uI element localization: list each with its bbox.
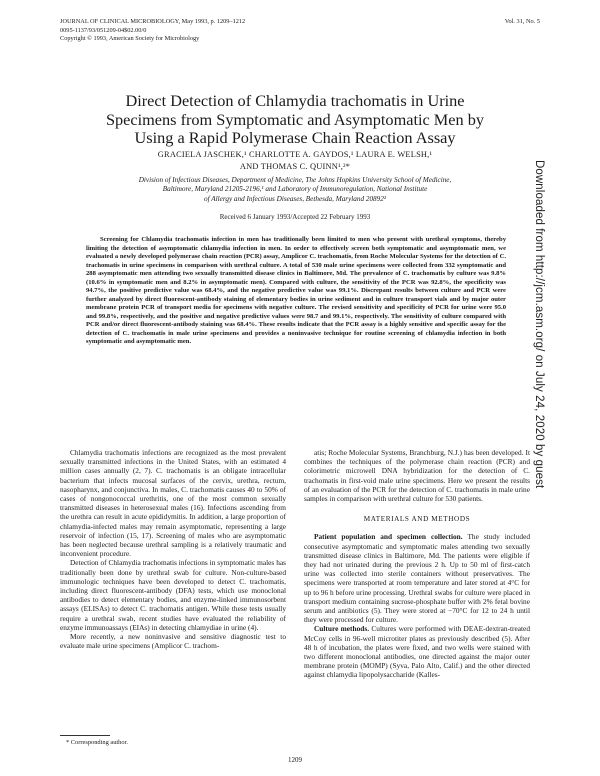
journal-volume: Vol. 31, No. 5 <box>504 18 540 25</box>
received-date: Received 6 January 1993/Accepted 22 February 1993 <box>219 213 371 221</box>
intro-paragraph-4: atis; Roche Molecular Systems, Branchburg, N.J.) has been developed. It combines the techniques of the polymerase chain reaction (PCR) and colorimetric microwell DNA hybridization for the detection of C. trachomatis in first-void male urine specimens. Here we present the results of an evaluation of the PCR for the detection of C. trachomatis in male urine samples in comparison with urethral culture for 530 patients. <box>304 448 530 504</box>
journal-copyright: Copyright © 1993, American Society for Microbiology <box>60 35 200 43</box>
journal-header <box>60 18 245 44</box>
intro-paragraph-1: Chlamydia trachomatis infections are recognized as the most prevalent sexually transmitted infections in the United States, with an estimated 4 million cases annually (2, 7). C. trachomatis is an obligate intracellular bacterium that infects mucosal surfaces of the cervix, urethra, rectum, nasopharynx, and conjunctiva. In males, C. trachomatis causes 40 to 50% of cases of nongonococcal urethritis, one of the most common sexually transmitted diseases in heterosexual males (16). Infections ascending from the urethra can result in acute epididymitis. In addition, a large proportion of chlamydia-infected males may remain asymptomatic, representing a large reservoir of infection (15, 17). Screening of males who are asymptomatic has been neglected because urethral sampling is a relatively traumatic and inconvenient procedure. <box>60 448 286 559</box>
run-in-heading-2: Culture methods. <box>314 624 370 634</box>
methods-text-1: The study included consecutive asymptomatic and symptomatic males attending two sexually transmitted disease clinics in Baltimore, Md. The patients were eligible if they had not urinated during the previous 2 h. Up to 50 ml of first-catch urine was collected into sterile containers without preservatives. The specimens were transported at room temperature and later stored at 4°C for up to 96 h before urine processing. Urethral swabs for culture were placed in transport medium containing sucrose-phosphate buffer with 2% fetal bovine serum and antibiotics (5). They were stored at −70°C for 12 to 24 h until they were processed for culture. <box>304 532 530 625</box>
footnote-rule <box>60 735 110 736</box>
journal-citation: JOURNAL OF CLINICAL MICROBIOLOGY, May 1993, p. 1209–1212 <box>60 18 246 25</box>
title-line-1: Direct Detection of Chlamydia trachomatis in Urine <box>125 91 465 110</box>
affiliation <box>60 176 530 204</box>
paper-title <box>60 92 530 148</box>
page-number: 1209 <box>288 756 302 764</box>
intro-paragraph-3: More recently, a new noninvasive and sensitive diagnostic test to evaluate male urine specimens (Amplicor C. trachom- <box>60 632 286 651</box>
authors-line-2: AND THOMAS C. QUINN¹,²* <box>239 162 351 171</box>
abstract: Screening for Chlamydia trachomatis infection in men has traditionally been limited to men who present with urethral symptoms, thereby limiting the detection of asymptomatic chlamydia infection in men. In order to effectively screen both symptomatic and asymptomatic men, we evaluated a newly developed polymerase chain reaction (PCR) assay, Amplicor C. trachomatis, from Roche Molecular Systems for the detection of C. trachomatis in urine specimens in comparison with urethral culture. A total of 530 male urine specimens were collected from 332 symptomatic and 288 asymptomatic men attending two sexually transmitted disease clinics in Baltimore, Md. The prevalence of C. trachomatis by culture was 9.8% (10.6% in symptomatic men and 8.2% in asymptomatic men). Compared with culture, the sensitivity of the PCR was 92.8%, the specificity was 94.7%, the positive predictive value was 68.4%, and the negative predictive value was 99.1%. Discrepant results between culture and PCR were further analyzed by direct fluorescent-antibody staining of elementary bodies in urine sediment and in culture transport vials and by major outer membrane protein PCR of transport media for specimens with negative culture. The revised sensitivity and specificity of PCR for urine were 95.0 and 99.8%, respectively, and the positive and negative predictive values were 98.7 and 99.1%, respectively. The sensitivity of culture compared with PCR and/or direct fluorescent-antibody staining was 68.4%. These results indicate that the PCR assay is a highly sensitive and specific assay for the detection of C. trachomatis in male urine specimens and provides a noninvasive technique for routine screening of chlamydia infection in both symptomatic and asymptomatic men. <box>86 236 506 345</box>
methods-text-2: Cultures were performed with DEAE-dextran-treated McCoy cells in 96-well microtiter plates as previously described (5). After 48 h of incubation, the plates were fixed, and two wells were stained with two different monoclonal antibodies, one directed against the major outer membrane protein (MOMP) (Syva, Palo Alto, Calif.) and the other directed against chlamydia lipopolysaccharide (Kalles- <box>304 624 530 680</box>
affiliation-line-3: of Allergy and Infectious Diseases, Bethesda, Maryland 20892² <box>203 194 386 203</box>
affiliation-line-1: Division of Infectious Diseases, Department of Medicine, The Johns Hopkins University School of Medicine, <box>138 176 452 184</box>
run-in-heading-1: Patient population and specimen collection. <box>314 532 463 542</box>
journal-code: 0095-1137/93/051209-04$02.00/0 <box>60 26 147 34</box>
footnote: * Corresponding author. <box>66 739 128 746</box>
methods-paragraph-2 <box>304 624 530 679</box>
authors-line-1: GRACIELA JASCHEK,¹ CHARLOTTE A. GAYDOS,¹ LAURA E. WELSH,¹ <box>157 150 433 159</box>
section-heading: MATERIALS AND METHODS <box>363 515 471 524</box>
methods-paragraph-1 <box>304 532 530 624</box>
affiliation-line-2: Baltimore, Maryland 21205-2196,¹ and Laboratory of Immunoregulation, National Institute <box>162 185 428 194</box>
intro-paragraph-2: Detection of Chlamydia trachomatis infections in symptomatic males has traditionally been done by urethral swab for culture. Non-culture-based immunologic techniques have been developed to detect C. trachomatis, including direct fluorescent-antibody (DFA) tests, which use monoclonal antibodies to detect elementary bodies, and enzyme-linked immunosorbent assays (ELISAs) to detect C. trachomatis antigen. While these tests usually require a urethral swab, recent studies have evaluated the reliability of enzyme immunoassays (EIAs) in detecting chlamydiae in urine (4). <box>60 558 286 632</box>
title-line-2: Specimens from Symptomatic and Asymptomatic Men by <box>105 109 485 129</box>
title-line-3: Using a Rapid Polymerase Chain Reaction Assay <box>134 128 456 147</box>
download-sidebar: Downloaded from http://jcm.asm.org/ on July 24, 2020 by guest <box>533 160 545 489</box>
right-column <box>304 448 530 680</box>
left-column <box>60 448 286 650</box>
